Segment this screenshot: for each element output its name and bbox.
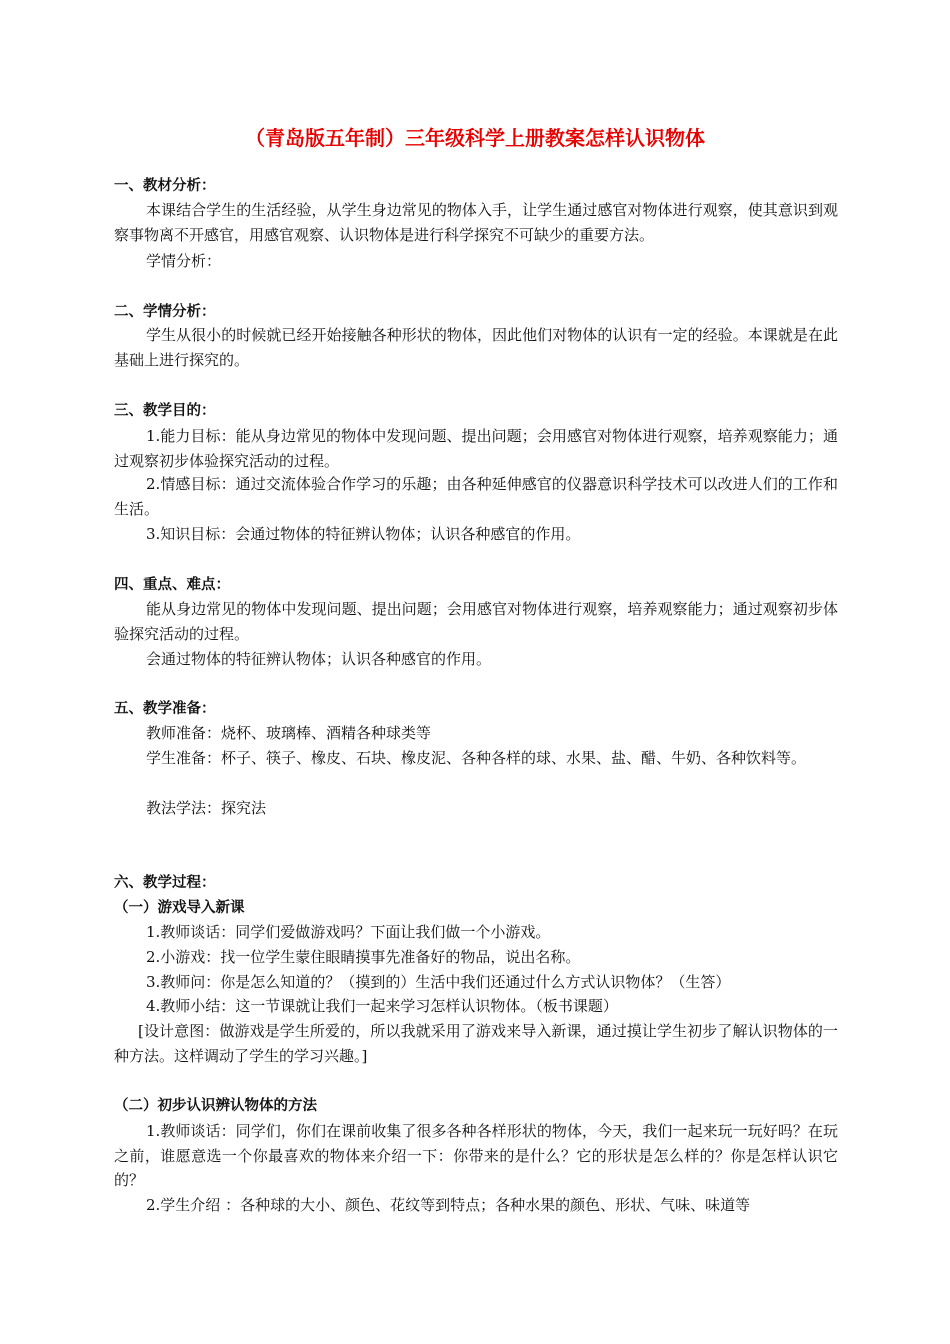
paragraph: 2.情感目标：通过交流体验合作学习的乐趣；由各种延伸感官的仪器意识科学技术可以改进人们的工作和生活。 — [114, 475, 838, 518]
section-heading-teaching-goals: 三、教学目的： — [114, 403, 216, 419]
paragraph: 本课结合学生的生活经验，从学生身边常见的物体入手，让学生通过感官对物体进行观察，使其意识到观察事物离不开感官，用感官观察、认识物体是进行科学探究不可缺少的重要方法。 — [114, 201, 838, 244]
subsection-heading-game-intro: （一）游戏导入新课 — [114, 900, 245, 916]
section-heading-preparation: 五、教学准备： — [114, 701, 216, 717]
section-heading-teaching-process: 六、教学过程： — [114, 875, 216, 891]
paragraph-design-intent: [设计意图：做游戏是学生所爱的，所以我就采用了游戏来导入新课，通过摸让学生初步了解认识物体的一种方法。这样调动了学生的学习兴趣。] — [114, 1022, 838, 1065]
paragraph: 2.小游戏：找一位学生蒙住眼睛摸事先准备好的物品，说出名称。 — [146, 948, 581, 966]
section-heading-key-points: 四、重点、难点： — [114, 577, 230, 593]
paragraph: 学生从很小的时候就已经开始接触各种形状的物体，因此他们对物体的认识有一定的经验。本课就是在此基础上进行探究的。 — [114, 326, 838, 369]
paragraph: 3.知识目标：会通过物体的特征辨认物体；认识各种感官的作用。 — [146, 525, 581, 543]
paragraph: 教法学法：探究法 — [146, 799, 267, 817]
paragraph: 1.能力目标：能从身边常见的物体中发现问题、提出问题；会用感官对物体进行观察，培养观察能力；通过观察初步体验探究活动的过程。 — [114, 427, 838, 470]
section-heading-student-analysis: 二、学情分析： — [114, 304, 216, 320]
paragraph: 1.教师谈话：同学们，你们在课前收集了很多各种各样形状的物体，今天，我们一起来玩一玩好吗？在玩之前，谁愿意选一个你最喜欢的物体来介绍一下：你带来的是什么？它的形状是怎么样的？你是怎样认识它的？ — [114, 1122, 838, 1189]
paragraph: 4.教师小结：这一节课就让我们一起来学习怎样认识物体。（板书课题） — [146, 997, 618, 1015]
section-heading-textbook-analysis: 一、教材分析： — [114, 178, 216, 194]
paragraph: 学生准备：杯子、筷子、橡皮、石块、橡皮泥、各种各样的球、水果、盐、醋、牛奶、各种饮料等。 — [146, 749, 807, 767]
paragraph: 能从身边常见的物体中发现问题、提出问题；会用感官对物体进行观察，培养观察能力；通过观察初步体验探究活动的过程。 — [114, 600, 838, 643]
subsection-heading-identify-objects: （二）初步认识辨认物体的方法 — [114, 1098, 317, 1114]
paragraph: 会通过物体的特征辨认物体；认识各种感官的作用。 — [146, 650, 492, 668]
paragraph: 2.学生介绍 ：各种球的大小、颜色、花纹等到特点；各种水果的颜色、形状、气味、味道等 — [146, 1196, 751, 1214]
document-title: （青岛版五年制）三年级科学上册教案怎样认识物体 — [245, 126, 705, 150]
paragraph: 3.教师问：你是怎么知道的？（摸到的）生活中我们还通过什么方式认识物体？（生答） — [146, 973, 731, 991]
paragraph: 1.教师谈话：同学们爱做游戏吗？下面让我们做一个小游戏。 — [146, 923, 551, 941]
paragraph: 学情分析： — [146, 252, 222, 270]
paragraph: 教师准备：烧杯、玻璃棒、酒精各种球类等 — [146, 724, 432, 742]
